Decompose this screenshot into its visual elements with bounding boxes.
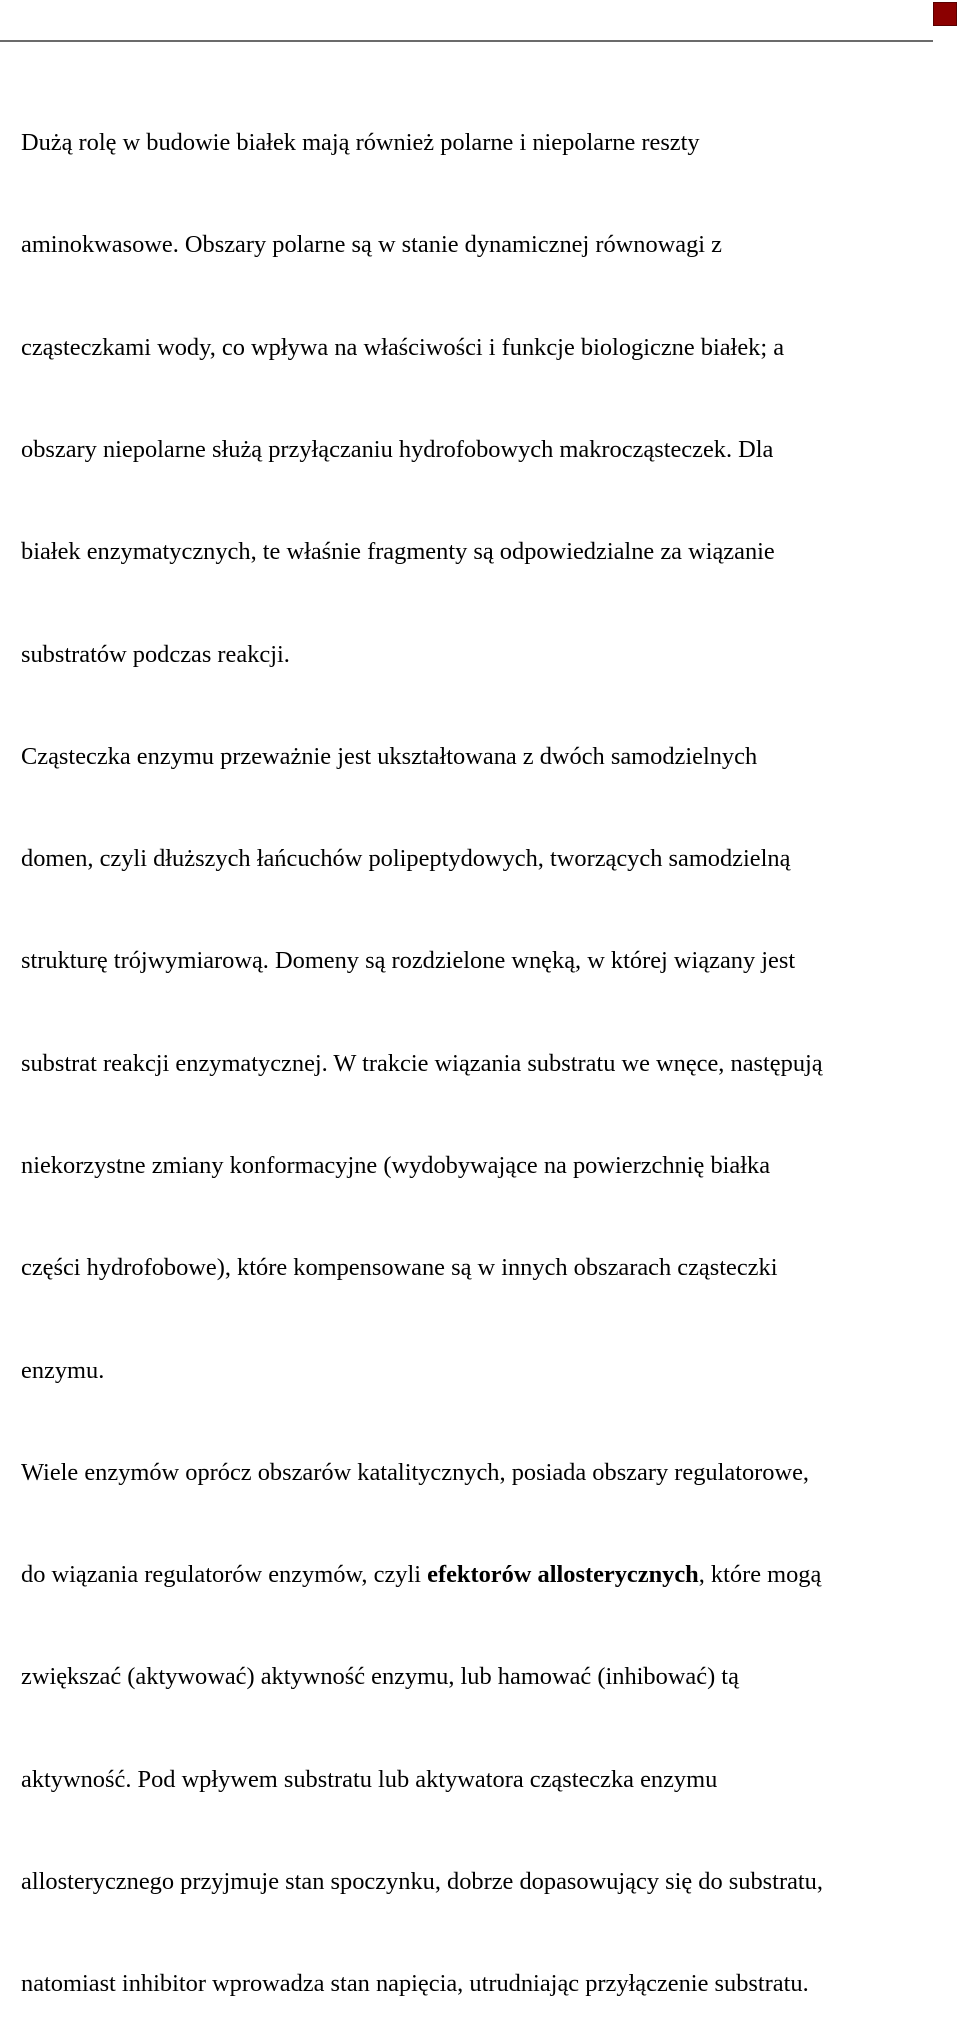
text-line: części hydrofobowe), które kompensowane są w innych obszarach cząsteczki: [21, 1254, 778, 1282]
text-line: niekorzystne zmiany konformacyjne (wydobywające na powierzchnię białka: [21, 1152, 771, 1179]
text-line: natomiast inhibitor wprowadza stan napięcia, utrudniając przyłączenie substratu.: [21, 1970, 809, 1998]
text-line: substrat reakcji enzymatycznej. W trakcie wiązania substratu we wnęce, następują: [21, 1049, 823, 1077]
text-line: aktywność. Pod wpływem substratu lub aktywatora cząsteczka enzymu: [21, 1765, 718, 1793]
text-fragment: , które mogą: [698, 1561, 822, 1589]
text-line: białek enzymatycznych, te właśnie fragmenty są odpowiedzialne za wiązanie: [21, 538, 775, 566]
text-line: zwiększać (aktywować) aktywność enzymu, lub hamować (inhibować) tą: [21, 1663, 739, 1691]
text-line: domen, czyli dłuższych łańcuchów polipeptydowych, tworzących samodzielną: [21, 845, 791, 873]
text-line: allosterycznego przyjmuje stan spoczynku, dobrze dopasowujący się do substratu,: [21, 1867, 823, 1895]
text-line: Cząsteczka enzymu przeważnie jest ukształtowana z dwóch samodzielnych: [21, 742, 758, 770]
text-line: cząsteczkami wody, co wpływa na właściwości i funkcje biologiczne białek; a: [21, 333, 785, 361]
text-line: substratów podczas reakcji.: [21, 640, 290, 668]
text-line: Dużą rolę w budowie białek mają również polarne i niepolarne reszty: [21, 129, 700, 157]
corner-accent-square: [933, 2, 957, 26]
text-line: aminokwasowe. Obszary polarne są w stanie dynamicznej równowagi z: [21, 231, 723, 259]
text-line: strukturę trójwymiarową. Domeny są rozdzielone wnęką, w której wiązany jest: [21, 947, 796, 975]
slide-body-text: [21, 58, 951, 2035]
text-line: enzymu.: [21, 1356, 105, 1384]
text-line: Wiele enzymów oprócz obszarów katalitycznych, posiada obszary regulatorowe,: [21, 1458, 810, 1486]
text-line-with-bold: [21, 1558, 951, 1592]
bold-term-allosteric-effectors: efektorów allosterycznych: [427, 1561, 699, 1589]
text-fragment: do wiązania regulatorów enzymów, czyli: [21, 1561, 428, 1589]
title-band: [0, 0, 933, 42]
text-line: obszary niepolarne służą przyłączaniu hydrofobowych makrocząsteczek. Dla: [21, 436, 774, 464]
